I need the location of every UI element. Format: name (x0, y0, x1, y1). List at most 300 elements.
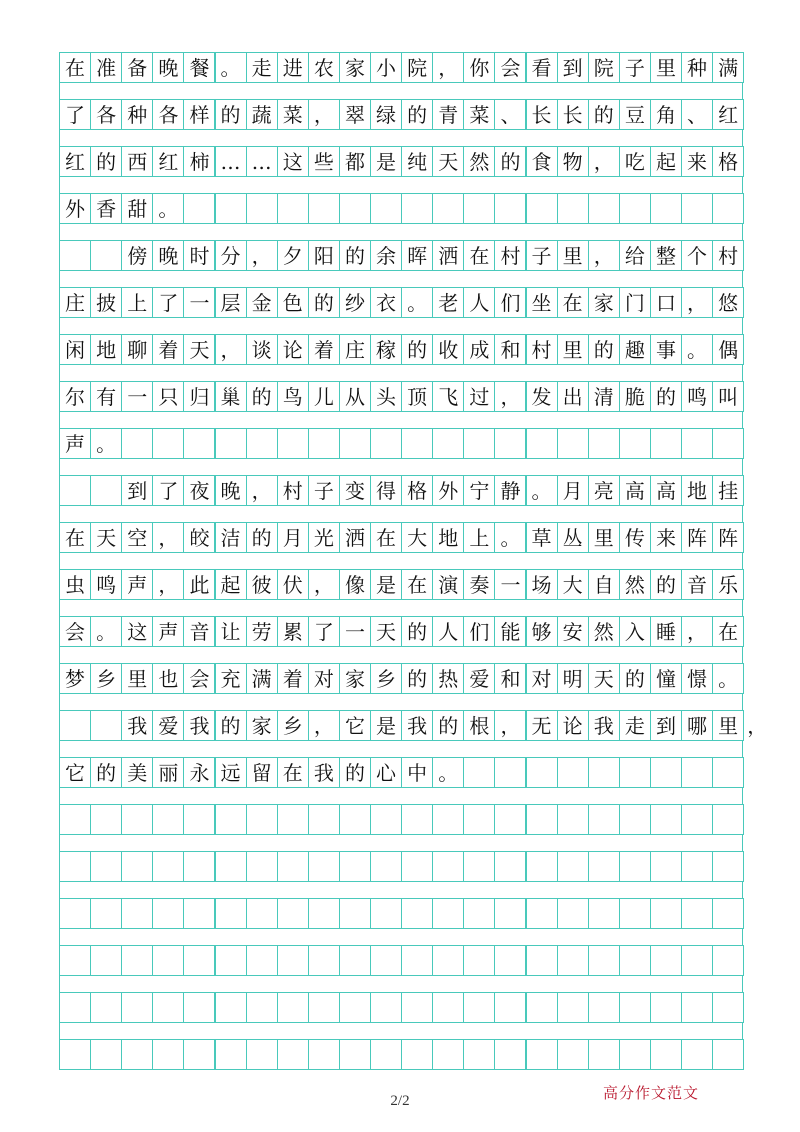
grid-cell: 乡 (90, 663, 122, 694)
grid-cell: 它 (339, 710, 371, 741)
grid-cell (681, 804, 713, 835)
grid-cell: 虫 (59, 569, 91, 600)
grid-cell (90, 475, 122, 506)
grid-cell: 儿 (308, 381, 340, 412)
grid-cell: 阵 (712, 522, 744, 553)
grid-cell: 庄 (59, 287, 91, 318)
grid-cell (619, 804, 651, 835)
grid-cell: 。 (215, 52, 247, 83)
grid-cell: 一 (339, 616, 371, 647)
grid-cell: 偶 (712, 334, 744, 365)
grid-cell (588, 1039, 620, 1070)
grid-cell: 一 (494, 569, 526, 600)
grid-cell: 坐 (526, 287, 558, 318)
grid-cell (121, 1039, 153, 1070)
grid-cell: 子 (619, 52, 651, 83)
grid-cell: 奏 (463, 569, 495, 600)
grid-cell: 看 (526, 52, 558, 83)
grid-cell (432, 945, 464, 976)
grid-cell (370, 193, 402, 224)
grid-cell (619, 851, 651, 882)
grid-cell: ， (152, 522, 184, 553)
grid-cell (619, 193, 651, 224)
grid-cell: 了 (152, 475, 184, 506)
grid-cell: 谈 (246, 334, 278, 365)
grid-cell (526, 757, 558, 788)
grid-cell (152, 428, 184, 459)
grid-cell: 格 (401, 475, 433, 506)
grid-cell (277, 193, 309, 224)
grid-cell: 纱 (339, 287, 371, 318)
grid-cell (246, 428, 278, 459)
grid-cell: 。 (432, 757, 464, 788)
grid-cell (183, 898, 215, 929)
grid-cell: 的 (246, 522, 278, 553)
grid-cell: 分 (215, 240, 247, 271)
grid-cell: 脆 (619, 381, 651, 412)
grid-cell: 和 (494, 334, 526, 365)
grid-cell: 声 (152, 616, 184, 647)
grid-cell (277, 428, 309, 459)
grid-cell: 披 (90, 287, 122, 318)
grid-cell: 的 (339, 240, 371, 271)
grid-cell: 夕 (277, 240, 309, 271)
grid-cell (339, 804, 371, 835)
grid-cell (494, 193, 526, 224)
grid-cell: 飞 (432, 381, 464, 412)
grid-cell (90, 945, 122, 976)
grid-cell: 乡 (370, 663, 402, 694)
grid-cell: 美 (121, 757, 153, 788)
row-gap (59, 130, 743, 146)
row-gap (59, 600, 743, 616)
grid-cell (619, 428, 651, 459)
grid-cell (59, 851, 91, 882)
grid-cell: 青 (432, 99, 464, 130)
grid-cell: 的 (401, 99, 433, 130)
grid-cell (463, 898, 495, 929)
grid-cell: 远 (215, 757, 247, 788)
grid-cell: ， (588, 146, 620, 177)
grid-cell: 声 (59, 428, 91, 459)
grid-cell (121, 898, 153, 929)
grid-cell (152, 945, 184, 976)
grid-cell (526, 193, 558, 224)
grid-cell (215, 804, 247, 835)
grid-cell: 里 (557, 334, 589, 365)
grid-cell: 巢 (215, 381, 247, 412)
grid-cell: 。 (90, 428, 122, 459)
grid-cell: 是 (370, 710, 402, 741)
grid-cell: 收 (432, 334, 464, 365)
grid-cell (308, 193, 340, 224)
grid-cell (557, 804, 589, 835)
grid-cell: 劳 (246, 616, 278, 647)
grid-cell: 鸣 (681, 381, 713, 412)
grid-cell (588, 428, 620, 459)
grid-cell (432, 1039, 464, 1070)
grid-cell: 餐 (183, 52, 215, 83)
grid-cell: 对 (308, 663, 340, 694)
grid-cell: 衣 (370, 287, 402, 318)
grid-cell (246, 804, 278, 835)
grid-cell: 色 (277, 287, 309, 318)
grid-cell (557, 757, 589, 788)
row-gap (59, 318, 743, 334)
margin-character: ， (747, 714, 768, 738)
grid-cell (432, 992, 464, 1023)
grid-cell: 的 (90, 757, 122, 788)
grid-cell: 高 (619, 475, 651, 506)
row-gap (59, 177, 743, 193)
grid-cell: 丛 (557, 522, 589, 553)
grid-cell (215, 428, 247, 459)
grid-cell (712, 757, 744, 788)
row-gap (59, 83, 743, 99)
grid-cell (90, 240, 122, 271)
grid-cell: 小 (370, 52, 402, 83)
grid-cell: 这 (121, 616, 153, 647)
grid-cell: ， (308, 99, 340, 130)
grid-cell: 进 (277, 52, 309, 83)
grid-cell: 的 (494, 146, 526, 177)
grid-cell: 绿 (370, 99, 402, 130)
grid-cell (401, 1039, 433, 1070)
page-number: 2/2 (390, 1093, 410, 1109)
grid-cell (308, 992, 340, 1023)
grid-cell: 这 (277, 146, 309, 177)
watermark-text: 高分作文范文 (603, 1084, 700, 1102)
grid-cell (339, 898, 371, 929)
grid-cell (183, 428, 215, 459)
grid-cell: 在 (401, 569, 433, 600)
grid-cell: 地 (432, 522, 464, 553)
grid-cell: 有 (90, 381, 122, 412)
grid-cell (494, 428, 526, 459)
grid-cell: 天 (432, 146, 464, 177)
grid-cell (370, 804, 402, 835)
grid-cell: ， (246, 475, 278, 506)
grid-cell: 各 (152, 99, 184, 130)
grid-cell: 的 (215, 710, 247, 741)
grid-cell: 论 (557, 710, 589, 741)
grid-cell: 。 (681, 334, 713, 365)
grid-cell: 甜 (121, 193, 153, 224)
grid-cell (681, 428, 713, 459)
grid-cell: 心 (370, 757, 402, 788)
grid-cell: 。 (152, 193, 184, 224)
grid-cell: 伏 (277, 569, 309, 600)
grid-cell: 格 (712, 146, 744, 177)
grid-cell: 家 (246, 710, 278, 741)
grid-cell (59, 804, 91, 835)
grid-cell (339, 193, 371, 224)
grid-cell: 过 (463, 381, 495, 412)
grid-cell: 在 (59, 522, 91, 553)
grid-cell (463, 804, 495, 835)
grid-cell: 音 (183, 616, 215, 647)
grid-cell: 家 (339, 663, 371, 694)
grid-cell: 到 (557, 52, 589, 83)
grid-cell (619, 898, 651, 929)
grid-cell: 我 (308, 757, 340, 788)
grid-cell: 口 (650, 287, 682, 318)
grid-cell: 累 (277, 616, 309, 647)
grid-cell: 声 (121, 569, 153, 600)
grid-cell: 庄 (339, 334, 371, 365)
grid-cell (308, 804, 340, 835)
grid-cell (59, 710, 91, 741)
grid-cell (152, 898, 184, 929)
grid-cell (650, 945, 682, 976)
grid-cell: 入 (619, 616, 651, 647)
grid-cell: 角 (650, 99, 682, 130)
grid-cell: 洁 (215, 522, 247, 553)
grid-cell: ， (152, 569, 184, 600)
grid-cell (619, 757, 651, 788)
grid-cell (463, 1039, 495, 1070)
grid-cell: 憬 (681, 663, 713, 694)
grid-cell: 稼 (370, 334, 402, 365)
grid-cell (246, 898, 278, 929)
grid-cell: 的 (215, 99, 247, 130)
grid-cell: 、 (494, 99, 526, 130)
grid-cell: 。 (90, 616, 122, 647)
grid-cell (59, 992, 91, 1023)
grid-cell: 菜 (463, 99, 495, 130)
grid-cell: 在 (463, 240, 495, 271)
grid-cell (588, 804, 620, 835)
grid-cell: 的 (401, 334, 433, 365)
grid-cell: 子 (526, 240, 558, 271)
grid-cell: 金 (246, 287, 278, 318)
grid-cell: ， (308, 569, 340, 600)
grid-cell: 在 (277, 757, 309, 788)
grid-cell (588, 898, 620, 929)
grid-cell (277, 945, 309, 976)
grid-cell: 梦 (59, 663, 91, 694)
grid-cell (712, 428, 744, 459)
grid-cell: 一 (183, 287, 215, 318)
grid-cell (401, 851, 433, 882)
grid-cell: 红 (712, 99, 744, 130)
grid-cell (681, 193, 713, 224)
grid-cell: 子 (308, 475, 340, 506)
grid-cell (152, 1039, 184, 1070)
grid-cell: 也 (152, 663, 184, 694)
grid-cell (339, 1039, 371, 1070)
grid-cell: 皎 (183, 522, 215, 553)
grid-cell: … (215, 146, 247, 177)
grid-cell: 村 (712, 240, 744, 271)
grid-cell (277, 898, 309, 929)
grid-cell (463, 193, 495, 224)
grid-cell (183, 1039, 215, 1070)
grid-cell: 起 (215, 569, 247, 600)
grid-cell: 留 (246, 757, 278, 788)
grid-cell: 老 (432, 287, 464, 318)
grid-cell (681, 945, 713, 976)
grid-cell (681, 992, 713, 1023)
grid-cell: 头 (370, 381, 402, 412)
grid-cell: 给 (619, 240, 651, 271)
grid-cell: … (246, 146, 278, 177)
grid-cell: 无 (526, 710, 558, 741)
grid-cell: 会 (494, 52, 526, 83)
grid-cell (463, 992, 495, 1023)
grid-cell: 门 (619, 287, 651, 318)
grid-cell: ， (681, 616, 713, 647)
row-gap (59, 647, 743, 663)
grid-cell (246, 851, 278, 882)
grid-cell: 村 (494, 240, 526, 271)
grid-cell: 月 (277, 522, 309, 553)
grid-cell (650, 193, 682, 224)
grid-cell: 静 (494, 475, 526, 506)
grid-cell: 纯 (401, 146, 433, 177)
grid-cell: 会 (59, 616, 91, 647)
grid-cell: 是 (370, 146, 402, 177)
grid-cell: 晚 (152, 52, 184, 83)
grid-cell (681, 757, 713, 788)
grid-cell: 只 (152, 381, 184, 412)
grid-cell (526, 1039, 558, 1070)
grid-cell: 大 (401, 522, 433, 553)
grid-cell: 亮 (588, 475, 620, 506)
grid-cell (494, 1039, 526, 1070)
grid-cell: 了 (152, 287, 184, 318)
grid-cell (650, 757, 682, 788)
grid-cell: 论 (277, 334, 309, 365)
grid-cell: 晚 (215, 475, 247, 506)
grid-cell (339, 428, 371, 459)
grid-cell: 、 (681, 99, 713, 130)
grid-cell: 香 (90, 193, 122, 224)
grid-cell (183, 804, 215, 835)
grid-cell (681, 851, 713, 882)
grid-cell: 热 (432, 663, 464, 694)
grid-cell: 层 (215, 287, 247, 318)
grid-cell (712, 851, 744, 882)
grid-cell (588, 945, 620, 976)
grid-cell (59, 475, 91, 506)
grid-cell: 吃 (619, 146, 651, 177)
grid-cell: 传 (619, 522, 651, 553)
grid-cell: 乡 (277, 710, 309, 741)
grid-cell: ， (308, 710, 340, 741)
grid-cell (526, 992, 558, 1023)
grid-cell (246, 1039, 278, 1070)
grid-cell: 彼 (246, 569, 278, 600)
grid-cell (463, 428, 495, 459)
grid-cell: 乐 (712, 569, 744, 600)
grid-cell (463, 945, 495, 976)
grid-cell: 红 (59, 146, 91, 177)
grid-cell (619, 992, 651, 1023)
grid-cell (121, 851, 153, 882)
grid-cell (183, 193, 215, 224)
grid-cell: 然 (588, 616, 620, 647)
row-gap (59, 1023, 743, 1039)
grid-cell: 余 (370, 240, 402, 271)
grid-cell: 我 (183, 710, 215, 741)
grid-cell: 的 (650, 569, 682, 600)
grid-cell: 我 (121, 710, 153, 741)
grid-cell: 些 (308, 146, 340, 177)
grid-cell (681, 1039, 713, 1070)
grid-cell (650, 898, 682, 929)
grid-cell: 自 (588, 569, 620, 600)
grid-cell (90, 710, 122, 741)
grid-cell (121, 992, 153, 1023)
grid-cell (308, 898, 340, 929)
grid-cell: 着 (308, 334, 340, 365)
grid-cell: 变 (339, 475, 371, 506)
grid-cell: 翠 (339, 99, 371, 130)
grid-cell (494, 757, 526, 788)
grid-cell: 此 (183, 569, 215, 600)
grid-cell (370, 992, 402, 1023)
grid-cell (712, 945, 744, 976)
grid-cell: 成 (463, 334, 495, 365)
grid-cell (277, 1039, 309, 1070)
grid-cell: 蔬 (246, 99, 278, 130)
grid-cell (121, 945, 153, 976)
grid-cell: 来 (681, 146, 713, 177)
grid-cell: ， (494, 710, 526, 741)
grid-cell (308, 428, 340, 459)
grid-cell (401, 945, 433, 976)
grid-cell (712, 193, 744, 224)
row-gap (59, 365, 743, 381)
grid-cell (432, 898, 464, 929)
grid-cell: 充 (215, 663, 247, 694)
grid-cell (370, 851, 402, 882)
grid-cell: 月 (557, 475, 589, 506)
grid-cell: 让 (215, 616, 247, 647)
grid-cell (277, 851, 309, 882)
grid-cell (246, 992, 278, 1023)
grid-cell: 豆 (619, 99, 651, 130)
grid-cell (370, 428, 402, 459)
grid-cell: ， (246, 240, 278, 271)
grid-cell (432, 428, 464, 459)
grid-cell: 各 (90, 99, 122, 130)
grid-cell: 从 (339, 381, 371, 412)
grid-cell: 到 (650, 710, 682, 741)
grid-cell: 的 (619, 663, 651, 694)
grid-cell (90, 804, 122, 835)
grid-cell: 长 (557, 99, 589, 130)
grid-cell: 红 (152, 146, 184, 177)
grid-cell: 村 (526, 334, 558, 365)
grid-cell: 里 (712, 710, 744, 741)
grid-cell (494, 898, 526, 929)
grid-cell (526, 804, 558, 835)
grid-cell (619, 1039, 651, 1070)
grid-cell (215, 1039, 247, 1070)
grid-cell: ， (494, 381, 526, 412)
grid-cell (246, 945, 278, 976)
grid-cell: 草 (526, 522, 558, 553)
grid-cell: 根 (463, 710, 495, 741)
grid-cell: 光 (308, 522, 340, 553)
grid-cell: 我 (401, 710, 433, 741)
row-gap (59, 741, 743, 757)
grid-cell: 里 (557, 240, 589, 271)
grid-cell: 长 (526, 99, 558, 130)
grid-cell: 中 (401, 757, 433, 788)
